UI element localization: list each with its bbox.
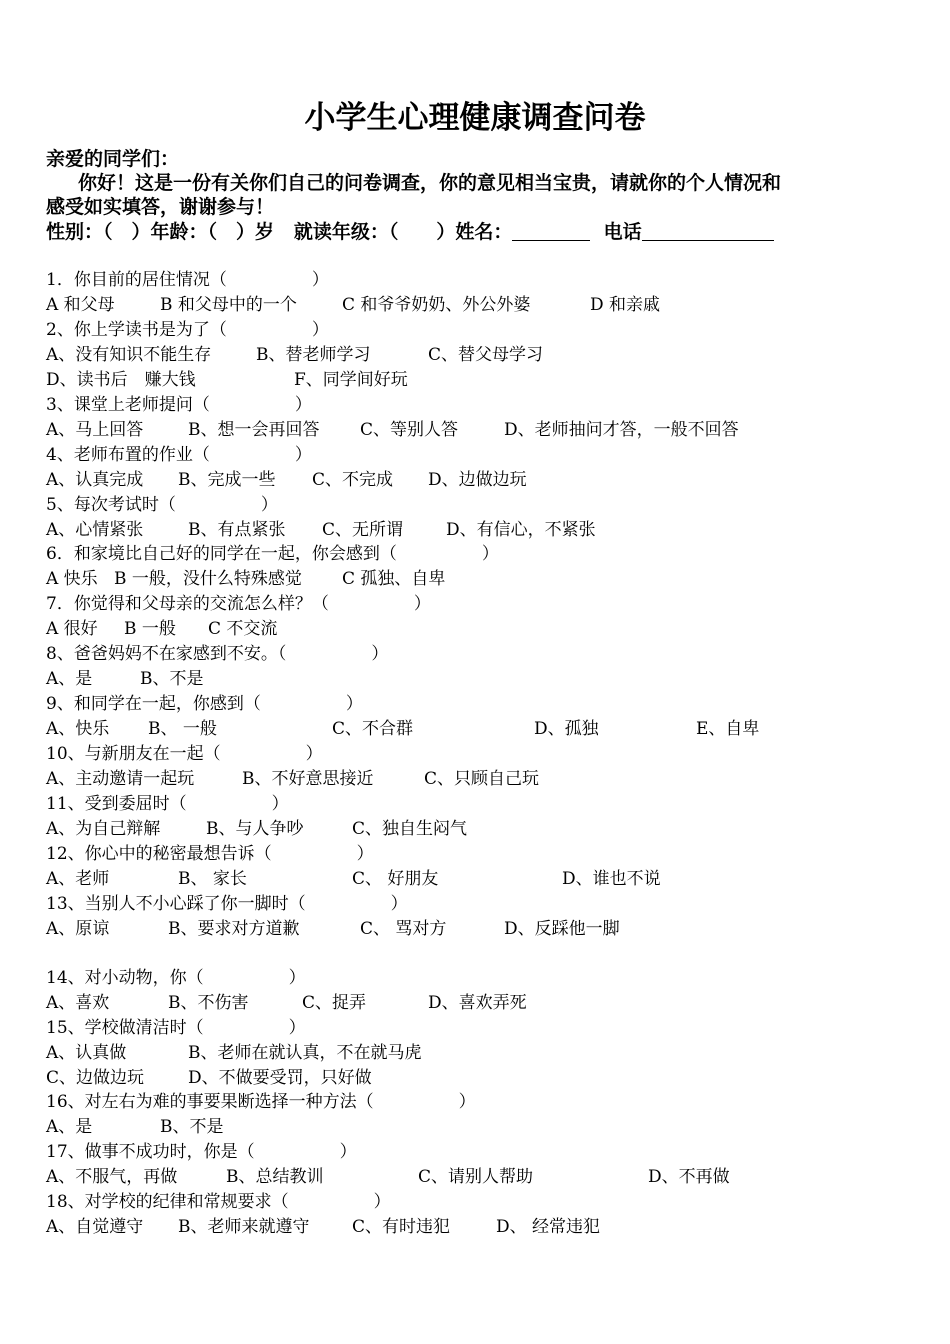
phone-blank[interactable]	[642, 220, 774, 241]
option[interactable]: B、与人争吵	[206, 819, 304, 839]
option[interactable]: A、主动邀请一起玩	[46, 769, 195, 789]
option[interactable]: B、有点紧张	[188, 520, 286, 540]
option[interactable]: C、 骂对方	[360, 919, 447, 939]
option[interactable]: C、边做边玩	[46, 1068, 145, 1088]
option[interactable]: D 和亲戚	[590, 295, 661, 315]
option[interactable]: A 快乐	[46, 569, 98, 589]
option[interactable]: A、老师	[46, 869, 110, 889]
option[interactable]: B、老师来就遵守	[178, 1217, 310, 1237]
question-2: 2、你上学读书是为了（ ）	[46, 320, 329, 340]
grade-name-field[interactable]: 就读年级：（ ）姓名：	[293, 221, 513, 243]
question-12: 12、你心中的秘密最想告诉（ ）	[46, 844, 374, 864]
name-blank[interactable]	[512, 220, 590, 241]
question-17: 17、做事不成功时，你是（ ）	[46, 1142, 357, 1162]
question-4: 4、老师布置的作业（ ）	[46, 445, 312, 465]
option[interactable]: C 不交流	[208, 619, 278, 639]
option[interactable]: C、不完成	[312, 470, 394, 490]
option[interactable]: A、自觉遵守	[46, 1217, 144, 1237]
intro-line-1: 你好！这是一份有关你们自己的问卷调查，你的意见相当宝贵，请就你的个人情况和	[78, 172, 782, 194]
option[interactable]: C、独自生闷气	[352, 819, 468, 839]
option[interactable]: D、反踩他一脚	[504, 919, 620, 939]
option[interactable]: A、原谅	[46, 919, 110, 939]
gender-age-field[interactable]: 性别：（ ）年龄：（ ）岁	[46, 221, 275, 243]
option[interactable]: E、自卑	[696, 719, 760, 739]
option[interactable]: A、马上回答	[46, 420, 144, 440]
option[interactable]: C、 好朋友	[352, 869, 439, 889]
option[interactable]: C、请别人帮助	[418, 1167, 534, 1187]
option[interactable]: B、替老师学习	[256, 345, 371, 365]
question-6: 6．和家境比自己好的同学在一起，你会感到（ ）	[46, 544, 499, 564]
option[interactable]: A、是	[46, 1117, 93, 1137]
option[interactable]: A、喜欢	[46, 993, 110, 1013]
option[interactable]: C、不合群	[332, 719, 414, 739]
phone-label: 电话	[603, 221, 642, 243]
option[interactable]: B、想一会再回答	[188, 420, 320, 440]
option[interactable]: A、没有知识不能生存	[46, 345, 212, 365]
greeting: 亲爱的同学们：	[46, 148, 180, 170]
option[interactable]: D、孤独	[534, 719, 599, 739]
option[interactable]: C、等别人答	[360, 420, 459, 440]
option[interactable]: B 一般	[124, 619, 176, 639]
option[interactable]: C、有时违犯	[352, 1217, 451, 1237]
option[interactable]: D、谁也不说	[562, 869, 661, 889]
option[interactable]: B、 一般	[148, 719, 217, 739]
option[interactable]: B、不是	[160, 1117, 224, 1137]
question-1: 1．你目前的居住情况（ ）	[46, 270, 329, 290]
option[interactable]: B、不好意思接近	[242, 769, 374, 789]
option[interactable]: A、认真完成	[46, 470, 144, 490]
page-title: 小学生心理健康调查问卷	[304, 100, 646, 136]
option[interactable]: C、替父母学习	[428, 345, 544, 365]
option[interactable]: B、不是	[140, 669, 204, 689]
question-5: 5、每次考试时（ ）	[46, 495, 278, 515]
option[interactable]: B、要求对方道歉	[168, 919, 300, 939]
option[interactable]: A、心情紧张	[46, 520, 144, 540]
option[interactable]: B、老师在就认真，不在就马虎	[188, 1043, 422, 1063]
info-row	[46, 219, 774, 245]
option[interactable]: B、完成一些	[178, 470, 276, 490]
option[interactable]: A、为自己辩解	[46, 819, 161, 839]
option[interactable]: B 一般，没什么特殊感觉	[114, 569, 302, 589]
option[interactable]: A 很好	[46, 619, 98, 639]
intro-line-2: 感受如实填答，谢谢参与！	[46, 196, 275, 218]
question-18: 18、对学校的纪律和常规要求（ ）	[46, 1192, 391, 1212]
option[interactable]: D、边做边玩	[428, 470, 527, 490]
question-9: 9、和同学在一起，你感到（ ）	[46, 694, 363, 714]
option[interactable]: B、总结教训	[226, 1167, 324, 1187]
option[interactable]: A、不服气，再做	[46, 1167, 178, 1187]
option[interactable]: D、不做要受罚，只好做	[188, 1068, 372, 1088]
option[interactable]: B 和父母中的一个	[160, 295, 297, 315]
option[interactable]: C、无所谓	[322, 520, 404, 540]
option[interactable]: A、是	[46, 669, 93, 689]
question-15: 15、学校做清洁时（ ）	[46, 1018, 306, 1038]
option[interactable]: D、读书后 赚大钱	[46, 370, 196, 390]
question-14: 14、对小动物，你（ ）	[46, 968, 306, 988]
option[interactable]: D、不再做	[648, 1167, 730, 1187]
option[interactable]: A 和父母	[46, 295, 115, 315]
option[interactable]: C 和爷爷奶奶、外公外婆	[342, 295, 531, 315]
option[interactable]: D、 经常违犯	[496, 1217, 601, 1237]
option[interactable]: C、只顾自己玩	[424, 769, 540, 789]
option[interactable]: D、喜欢弄死	[428, 993, 527, 1013]
question-3: 3、课堂上老师提问（ ）	[46, 395, 312, 415]
option[interactable]: B、不伤害	[168, 993, 249, 1013]
option[interactable]: A、认真做	[46, 1043, 127, 1063]
option[interactable]: C、捉弄	[302, 993, 367, 1013]
question-7: 7．你觉得和父母亲的交流怎么样？（ ）	[46, 594, 431, 614]
question-16: 16、对左右为难的事要果断选择一种方法（ ）	[46, 1092, 476, 1112]
option[interactable]: B、 家长	[178, 869, 247, 889]
question-8: 8、爸爸妈妈不在家感到不安。（ ）	[46, 644, 389, 664]
question-10: 10、与新朋友在一起（ ）	[46, 744, 323, 764]
option[interactable]: A、快乐	[46, 719, 110, 739]
option[interactable]: D、有信心，不紧张	[446, 520, 596, 540]
question-11: 11、受到委屈时（ ）	[46, 794, 289, 814]
option[interactable]: C 孤独、自卑	[342, 569, 446, 589]
option[interactable]: F、同学间好玩	[294, 370, 408, 390]
option[interactable]: D、老师抽问才答，一般不回答	[504, 420, 739, 440]
question-13: 13、当别人不小心踩了你一脚时（ ）	[46, 894, 408, 914]
